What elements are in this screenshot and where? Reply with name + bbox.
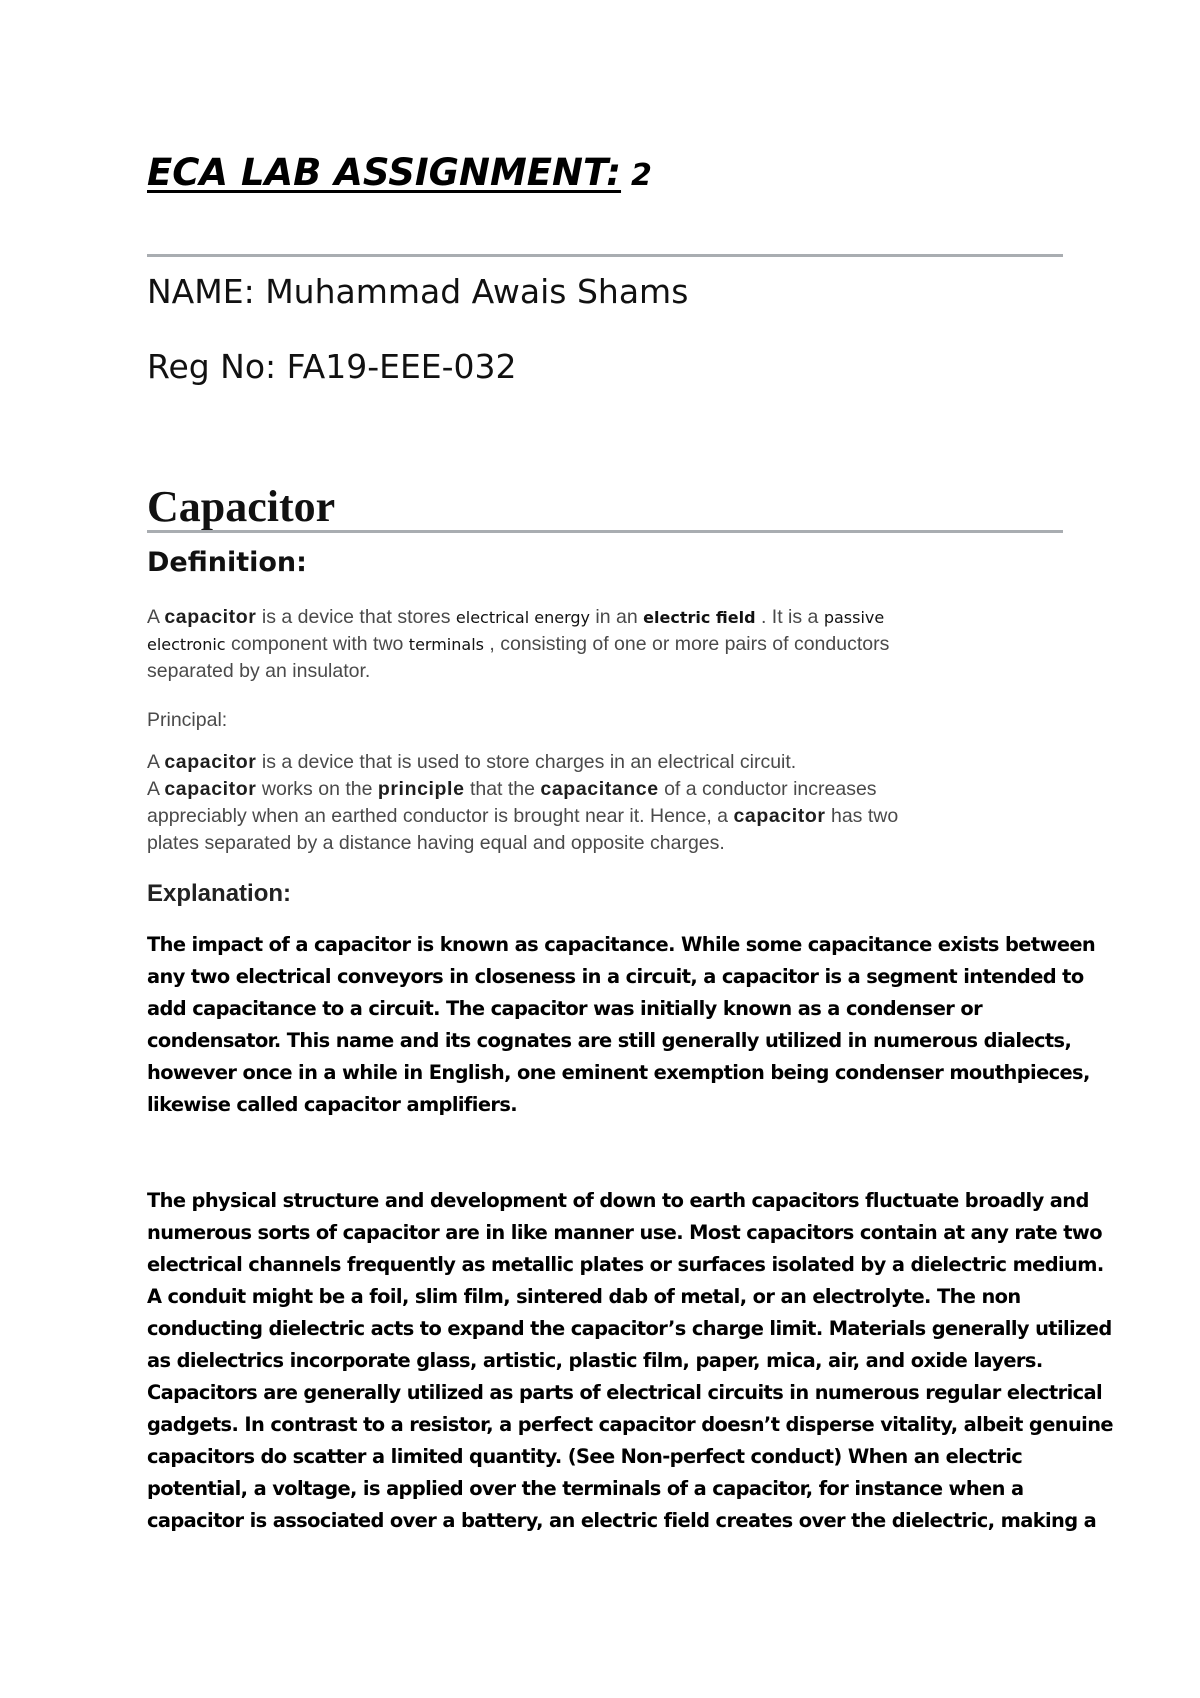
text-line: capacitors do scatter a limited quantity. (See Non-perfect conduct) When an electric: [147, 1445, 1023, 1468]
text-line: Capacitors are generally utilized as parts of electrical circuits in numerous regular electrical: [147, 1381, 1103, 1404]
registration-number: Reg No: FA19-EEE-032: [147, 347, 517, 386]
keyword: capacitance: [540, 778, 659, 800]
assignment-number: 2: [631, 158, 652, 193]
explanation-paragraph-2: [147, 1185, 1113, 1537]
assignment-title-text: ECA LAB ASSIGNMENT:: [147, 151, 622, 194]
link-text: electrical energy: [455, 608, 591, 627]
text-line: gadgets. In contrast to a resistor, a perfect capacitor doesn’t disperse vitality, albeit genuine: [147, 1413, 1113, 1436]
text-line: The physical structure and development of down to earth capacitors fluctuate broadly and: [147, 1189, 1089, 1212]
definition-heading: Definition:: [147, 547, 307, 578]
text-line: electrical channels frequently as metallic plates or surfaces isolated by a dielectric medium.: [147, 1253, 1104, 1276]
text-line: potential, a voltage, is applied over the terminals of a capacitor, for instance when a: [147, 1477, 1024, 1500]
link-text: terminals: [408, 635, 484, 654]
student-name: NAME: Muhammad Awais Shams: [147, 272, 689, 311]
text-line: A conduit might be a foil, slim film, sintered dab of metal, or an electrolyte. The non: [147, 1285, 1021, 1308]
explanation-paragraph-1: [147, 929, 1095, 1121]
title-divider: [147, 254, 1063, 257]
principal-label: Principal:: [147, 709, 228, 731]
text-line: capacitor is associated over a battery, an electric field creates over the dielectric, making a: [147, 1509, 1097, 1532]
text-line: numerous sorts of capacitor are in like manner use. Most capacitors contain at any rate two: [147, 1221, 1102, 1244]
keyword: capacitor: [164, 751, 257, 773]
text-line: any two electrical conveyors in closeness in a circuit, a capacitor is a segment intended to: [147, 965, 1084, 988]
section-heading: Capacitor: [147, 482, 336, 531]
text-line: as dielectrics incorporate glass, artistic, plastic film, paper, mica, air, and oxide layers.: [147, 1349, 1043, 1372]
explanation-heading: Explanation:: [147, 880, 292, 907]
keyword: capacitor: [733, 805, 826, 827]
principal-paragraph: A capacitor is a device that is used to store charges in an electrical circuit. A capacitor works on the principle that the capacitance of a conductor increases appreciably when an earthed conductor is brought near it. Hence, a capacitor has two plates separated by a distance having equal and opposite charges.: [147, 751, 899, 854]
link-text: passive: [823, 608, 885, 627]
link-text: electric field: [643, 608, 756, 627]
text-line: The impact of a capacitor is known as capacitance. While some capacitance exists between: [147, 933, 1096, 956]
text-line: condensator. This name and its cognates are still generally utilized in numerous dialects,: [147, 1029, 1072, 1052]
text-line: add capacitance to a circuit. The capacitor was initially known as a condenser or: [147, 997, 983, 1020]
definition-paragraph: A capacitor is a device that stores electrical energy in an electric field . It is a passive electronic component with two terminals , consisting of one or more pairs of conductors separated by an insulator.: [147, 606, 890, 682]
keyword: principle: [377, 778, 465, 800]
text-line: likewise called capacitor amplifiers.: [147, 1093, 518, 1116]
text-line: however once in a while in English, one eminent exemption being condenser mouthpieces,: [147, 1061, 1090, 1084]
link-text: electronic: [147, 635, 226, 654]
section-divider: [147, 530, 1063, 533]
assignment-title: [147, 149, 652, 200]
keyword: capacitor: [164, 778, 257, 800]
keyword: capacitor: [164, 606, 257, 628]
text-line: conducting dielectric acts to expand the capacitor’s charge limit. Materials generally utilized: [147, 1317, 1112, 1340]
